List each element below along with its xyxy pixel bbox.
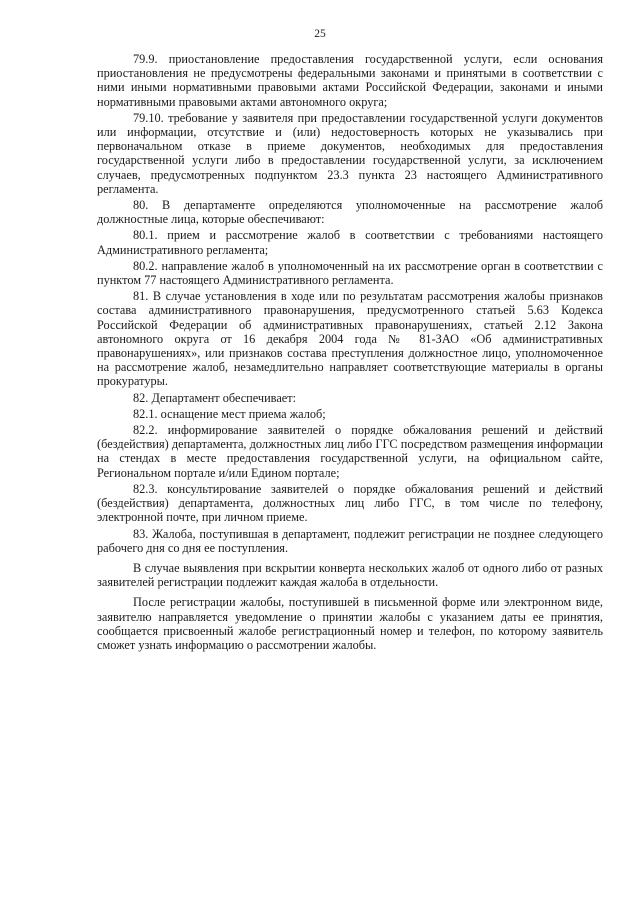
paragraph-81: 81. В случае установления в ходе или по результатам рассмотрения жалобы признаков состава административного правонарушения, предусмотренного статьей 5.63 Кодекса Российской Федерации об административных правонарушениях, статьей 2.12 Закона автономного округа от 16 декабря 2004 года № 81-ЗАО «Об административных правонарушениях», или признаков состава преступления должностное лицо, уполномоченное на рассмотрение жалоб, незамедлительно направляет соответствующие материалы в органы прокуратуры. xyxy=(97,289,603,389)
paragraph-83-multiple-complaints: В случае выявления при вскрытии конверта нескольких жалоб от одного либо от разных заявителей регистрации подлежит каждая жалоба в отдельности. xyxy=(97,560,603,590)
document-body xyxy=(97,52,603,654)
page-number: 25 xyxy=(314,28,326,40)
paragraph-82-1: 82.1. оснащение мест приема жалоб; xyxy=(133,406,326,421)
paragraph-83-notification: После регистрации жалобы, поступившей в письменной форме или электронном виде, заявителю направляется уведомление о принятии жалобы с указанием даты ее принятия, сообщается присвоенный жалобе регистрационный номер и телефон, по которому заявитель сможет узнать информацию о рассмотрении жалобы. xyxy=(97,595,603,652)
paragraph-80-2: 80.2. направление жалоб в уполномоченный на их рассмотрение орган в соответствии с пунктом 77 настоящего Административного регламента. xyxy=(97,258,603,288)
paragraph-82: 82. Департамент обеспечивает: xyxy=(133,390,297,405)
paragraph-79-9: 79.9. приостановление предоставления государственной услуги, если основания приостановления не предусмотрены федеральными законами и принятыми в соответствии с ними иными нормативными правовыми актами Российской Федерации, законами и иными нормативными правовыми актами автономного округа; xyxy=(97,52,603,109)
paragraph-83: 83. Жалоба, поступившая в департамент, подлежит регистрации не позднее следующего рабочего дня со дня ее поступления. xyxy=(97,526,603,555)
paragraph-79-10: 79.10. требование у заявителя при предоставлении государственной услуги документов или информации, отсутствие и (или) недостоверность которых не указывались при первоначальном отказе в приеме документов, необходимых для предоставления государственной услуги либо в предоставлении государственной услуги, за исключением случаев, предусмотренных подпунктом 23.3 пункта 23 настоящего Административного регламента. xyxy=(97,110,603,196)
paragraph-80: 80. В департаменте определяются уполномоченные на рассмотрение жалоб должностные лица, которые обеспечивают: xyxy=(97,198,603,227)
paragraph-82-2: 82.2. информирование заявителей о порядке обжалования решений и действий (бездействия) департамента, должностных лиц либо ГГС посредством размещения информации на стендах в месте предоставления государственной услуги, на официальном сайте, Региональном портале и/или Едином портале; xyxy=(97,423,603,480)
paragraph-80-1: 80.1. прием и рассмотрение жалоб в соответствии с требованиями настоящего Административного регламента; xyxy=(97,228,603,257)
paragraph-82-3: 82.3. консультирование заявителей о порядке обжалования решений и действий (бездействия) департамента, должностных лиц либо ГГС, в том числе по телефону, электронной почте, при личном приеме. xyxy=(97,481,603,525)
